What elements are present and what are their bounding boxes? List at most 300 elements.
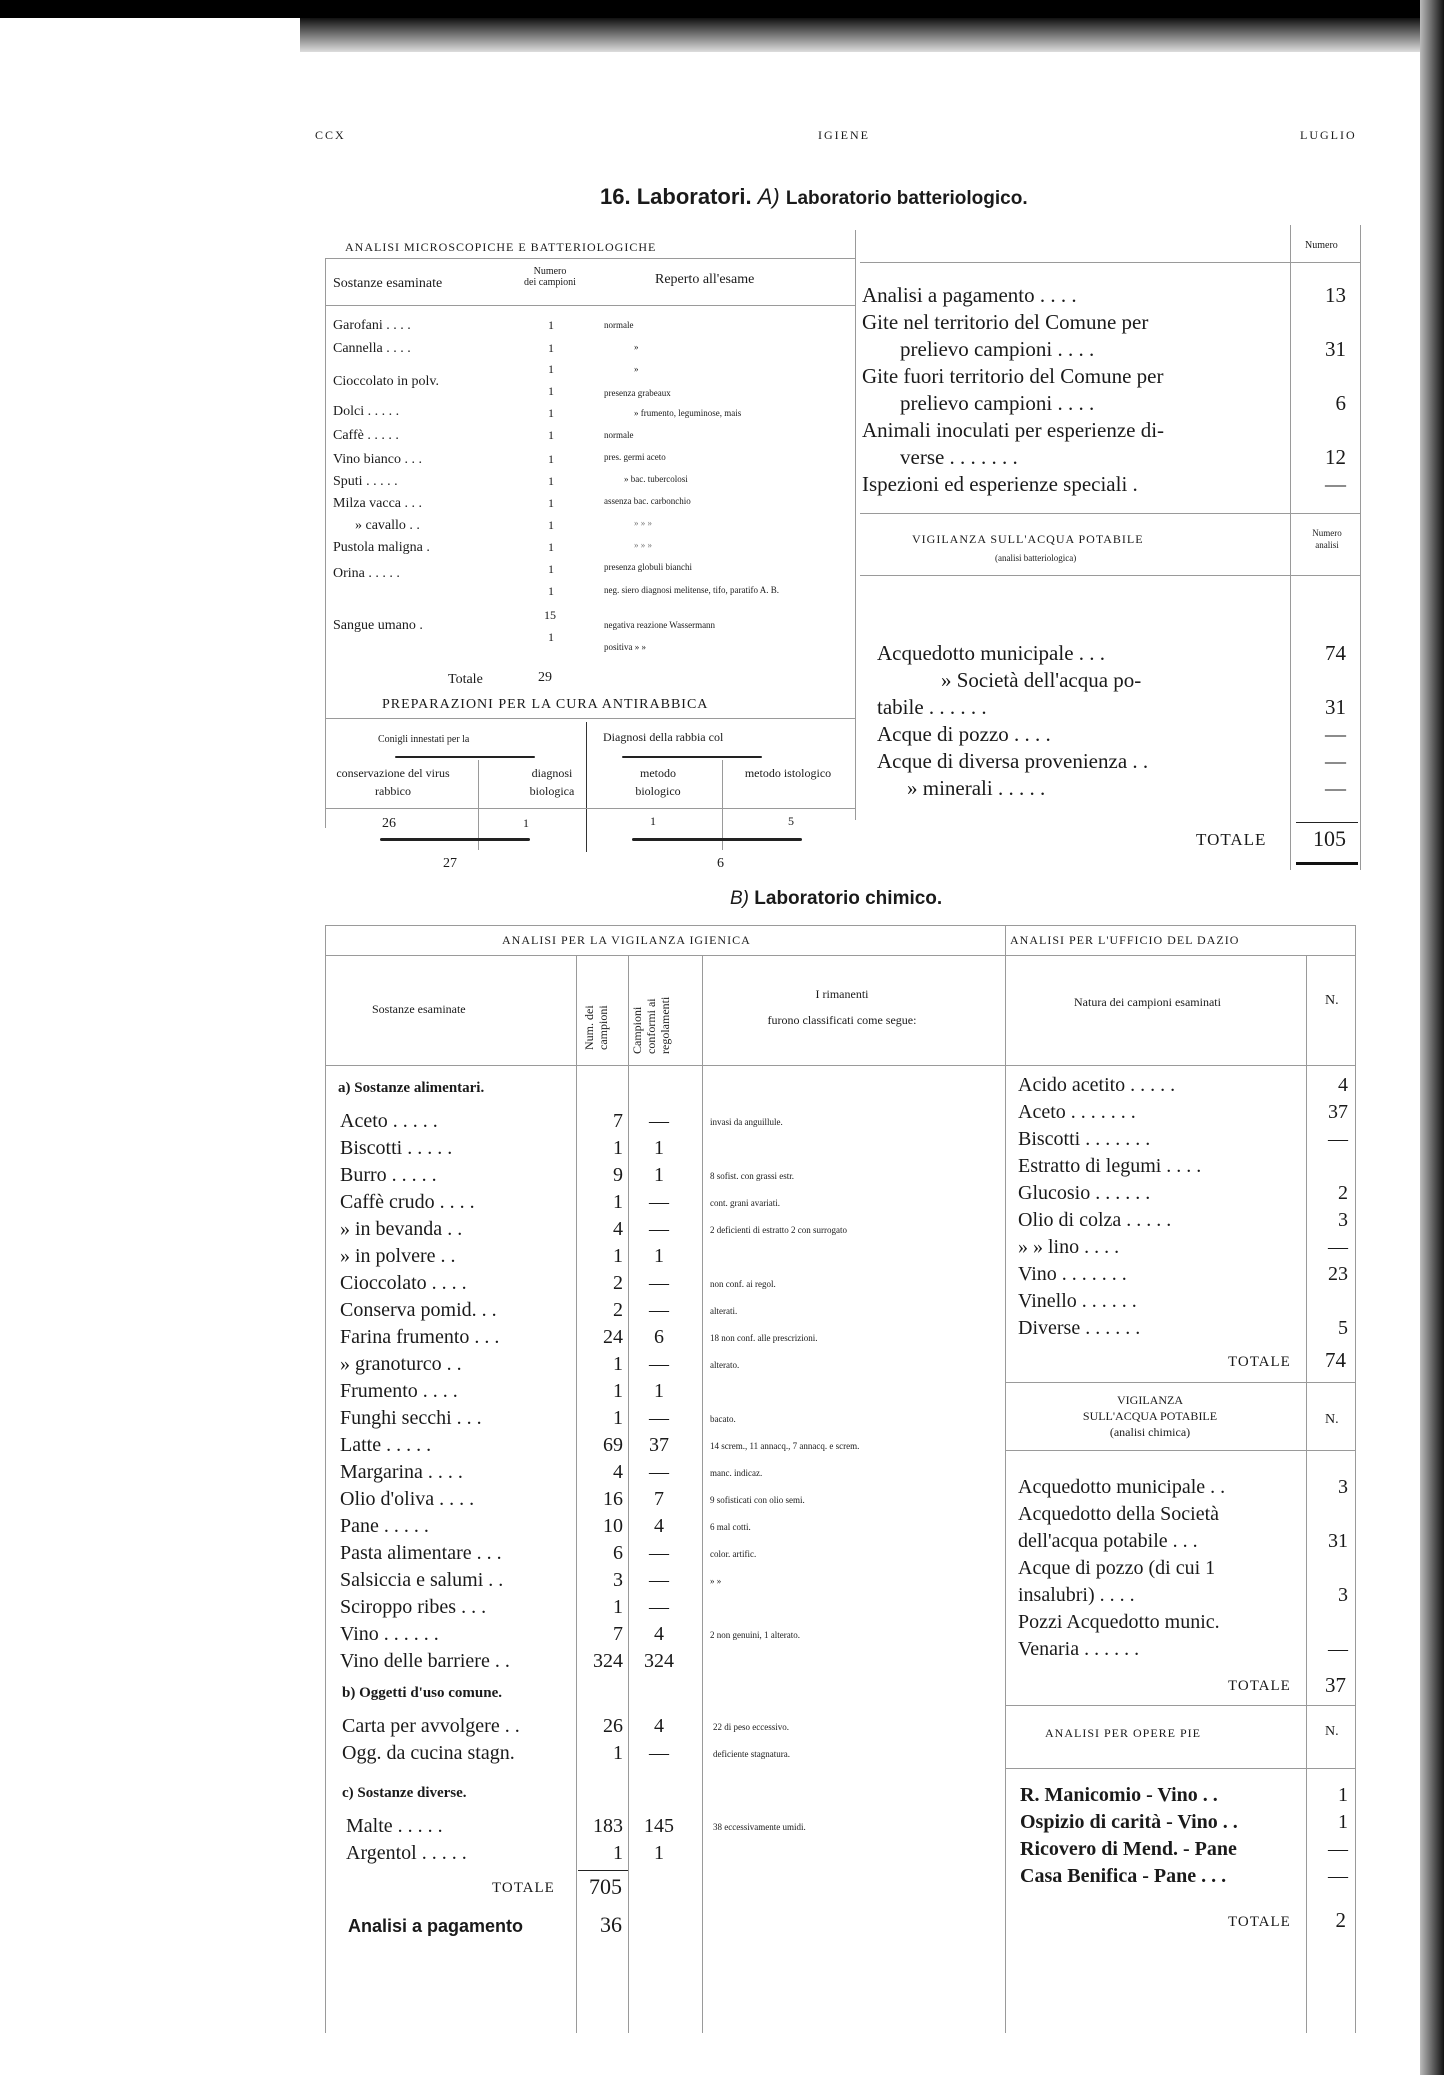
chem-row-name: Margarina . . . . (340, 1461, 463, 1483)
micro-heading-rule (325, 258, 855, 259)
chem-paid-value: 36 (600, 1912, 622, 1937)
chem-row-note: bacato. (710, 1414, 736, 1424)
vig-chem-row-label: Acquedotto municipale . . (1018, 1476, 1226, 1498)
vig-bact-value: — (1325, 722, 1346, 746)
chem-row-note: 2 non genuini, 1 alterato. (710, 1630, 800, 1640)
chem-row-count: 1 (613, 1137, 623, 1159)
dazio-row-value: — (1328, 1236, 1348, 1258)
chem-total-value: 705 (589, 1874, 622, 1899)
chem-row-conforming: 6 (654, 1326, 664, 1348)
opere-pie-row-value: — (1328, 1838, 1348, 1860)
dazio-row-label: Glucosio . . . . . . (1018, 1182, 1151, 1204)
dazio-row-label: Biscotti . . . . . . . (1018, 1128, 1151, 1150)
micro-row-report: assenza bac. carbonchio (604, 496, 691, 506)
chem-heading: ANALISI PER LA VIGILANZA IGIENICA (502, 933, 751, 947)
micro-vline-left (325, 258, 326, 828)
chem-row-note: 22 di peso eccessivo. (713, 1722, 789, 1732)
dazio-row-value: — (1328, 1128, 1348, 1150)
micro-col-substances: Sostanze esaminate (333, 276, 443, 291)
rabies-right-col2: metodo istologico (744, 766, 832, 780)
chem-total-rule (578, 1870, 628, 1871)
chem-row-count: 7 (613, 1623, 623, 1645)
chem-heading-rule (325, 955, 1005, 956)
scan-right-edge (1420, 0, 1444, 2075)
chem-row-count: 7 (613, 1110, 623, 1132)
rabies-sum-brace-left (380, 838, 530, 841)
chem-section-text: Laboratorio chimico. (754, 888, 943, 909)
chem-row-name: Frumento . . . . (340, 1380, 458, 1402)
micro-col-report: Reperto all'esame (655, 272, 755, 287)
right-top-label: Gite fuori territorio del Comune per (862, 364, 1164, 388)
micro-row-report: » » » (634, 540, 652, 550)
vig-bact-label: Acquedotto municipale . . . (877, 641, 1106, 665)
vig-bact-total-label: TOTALE (1196, 830, 1267, 849)
vig-bact-header-rule (860, 575, 1360, 576)
dazio-row-label: Vinello . . . . . . (1018, 1290, 1137, 1312)
vig-chem-row-label: insalubri) . . . . (1018, 1584, 1135, 1606)
rabies-left-col2: diagnosi biologica (529, 766, 575, 798)
chem-section-a: a) Sostanze alimentari. (338, 1080, 485, 1096)
vig-chem-heading (1010, 1392, 1290, 1440)
opere-pie-heading: ANALISI PER OPERE PIE (1045, 1726, 1202, 1740)
micro-row-report: normale (604, 430, 634, 440)
micro-row-report: » bac. tubercolosi (624, 474, 688, 484)
vig-chem-header-rule (1005, 1450, 1355, 1451)
opere-pie-total-label: TOTALE (1228, 1914, 1291, 1930)
right-top-value: 31 (1325, 337, 1346, 361)
running-header-title: IGIENE (818, 128, 870, 142)
chem-col-sep-3 (702, 955, 703, 2033)
opere-pie-col-n: N. (1325, 1724, 1339, 1739)
dazio-row-label: Diverse . . . . . . (1018, 1317, 1141, 1339)
opere-pie-total-value: 2 (1335, 1908, 1346, 1932)
micro-col-number (510, 266, 590, 288)
chem-row-name: Salsiccia e salumi . . (340, 1569, 504, 1591)
opere-pie-row-value: 1 (1338, 1811, 1348, 1833)
vig-bact-total-rule (1296, 822, 1358, 823)
rabies-heading-rule (325, 718, 855, 719)
micro-row-name: Vino bianco . . . (333, 452, 422, 467)
chem-row-note: » » (710, 1576, 722, 1586)
subsection-letter: A) (757, 184, 780, 209)
chem-row-conforming: — (649, 1272, 669, 1294)
vig-bact-col-header-1: Numero (1312, 528, 1342, 538)
opere-pie-row-value: 1 (1338, 1784, 1348, 1806)
right-top-label: Gite nel territorio del Comune per (862, 310, 1149, 334)
micro-row-count: 1 (548, 318, 554, 332)
chem-row-name: » in polvere . . (340, 1245, 456, 1267)
chem-row-name: Pasta alimentare . . . (340, 1542, 502, 1564)
micro-row-count: 1 (548, 384, 554, 398)
micro-row-name: Orina . . . . . (333, 566, 400, 581)
rabies-brace-right (622, 756, 762, 758)
dazio-col-nature: Natura dei campioni esaminati (1074, 995, 1221, 1009)
chem-frame-right (1355, 925, 1356, 2033)
rabies-col-sep-1 (478, 760, 479, 850)
right-top-edge (1360, 225, 1361, 870)
right-top-num-col (1290, 225, 1291, 870)
subsection-title: Laboratorio batteriologico. (785, 188, 1028, 209)
dazio-row-value: 5 (1338, 1317, 1348, 1339)
section-number: 16. (600, 184, 631, 209)
micro-row-name: Cioccolato in polv. (333, 374, 440, 389)
vig-bact-value: — (1325, 776, 1346, 800)
chem-row-conforming: 1 (654, 1842, 664, 1864)
rabies-brace-left (395, 756, 535, 758)
chem-row-count: 1 (613, 1842, 623, 1864)
chem-col-conf: Campioni conformi ai regolamenti (630, 996, 672, 1054)
chem-row-note: alterati. (710, 1306, 738, 1316)
vig-chem-row-value: — (1328, 1638, 1348, 1660)
dazio-col-n: N. (1325, 993, 1339, 1008)
vig-chem-end-rule (1005, 1705, 1355, 1706)
micro-total-value: 29 (538, 670, 552, 685)
right-top-label: Ispezioni ed esperienze speciali . (862, 472, 1138, 496)
micro-row-report: positiva » » (604, 642, 646, 652)
vig-chem-row-label: Acque di pozzo (di cui 1 (1018, 1557, 1216, 1579)
chem-row-count: 6 (613, 1542, 623, 1564)
micro-row-count: 1 (548, 452, 554, 466)
rabies-heading: PREPARAZIONI PER LA CURA ANTIRABBICA (382, 697, 709, 712)
chem-section-title (730, 888, 942, 910)
right-top-value: — (1325, 472, 1346, 496)
chem-row-name: Aceto . . . . . (340, 1110, 438, 1132)
opere-pie-row-label: Ospizio di carità - Vino . . (1020, 1811, 1238, 1833)
micro-row-report: presenza globuli bianchi (604, 562, 692, 572)
right-top-label: verse . . . . . . . (900, 445, 1018, 469)
chem-row-name: Funghi secchi . . . (340, 1407, 482, 1429)
page-number-roman: CCX (315, 128, 346, 142)
vig-chem-heading-2: SULL'ACQUA POTABILE (1082, 1409, 1218, 1423)
vig-bact-total-value: 105 (1313, 826, 1346, 851)
micro-header-rule (325, 305, 855, 306)
rabies-col-sep-2 (722, 760, 723, 850)
chem-row-conforming: 145 (644, 1815, 674, 1837)
micro-row-report: negativa reazione Wassermann (604, 620, 716, 630)
dazio-row-label: Olio di colza . . . . . (1018, 1209, 1172, 1231)
rabies-sum-left: 27 (443, 856, 457, 871)
dazio-row-label: Vino . . . . . . . (1018, 1263, 1127, 1285)
chem-row-conforming: — (649, 1407, 669, 1429)
chem-row-count: 1 (613, 1742, 623, 1764)
chem-row-conforming: — (649, 1353, 669, 1375)
right-top-label: Analisi a pagamento . . . . (862, 283, 1077, 307)
right-top-value: 13 (1325, 283, 1346, 307)
chem-row-count: 1 (613, 1380, 623, 1402)
chem-row-name: Cioccolato . . . . (340, 1272, 467, 1294)
vig-chem-row-value: 3 (1338, 1476, 1348, 1498)
dazio-row-label: » » lino . . . . (1018, 1236, 1120, 1258)
chem-row-count: 1 (613, 1353, 623, 1375)
chem-row-count: 2 (613, 1299, 623, 1321)
micro-row-name: Sangue umano . (333, 618, 423, 633)
chem-row-count: 183 (593, 1815, 623, 1837)
chem-section-letter: B) (730, 888, 749, 909)
chem-row-note: 9 sofisticati con olio semi. (710, 1495, 805, 1505)
chem-row-conforming: — (649, 1218, 669, 1240)
chem-row-count: 1 (613, 1245, 623, 1267)
vig-chem-row-label: dell'acqua potabile . . . (1018, 1530, 1198, 1552)
chem-col-rest-2: furono classificati come segue: (767, 1013, 917, 1027)
dazio-row-value: 37 (1328, 1101, 1348, 1123)
vig-chem-total-value: 37 (1325, 1673, 1346, 1697)
chem-row-note: 6 mal cotti. (710, 1522, 751, 1532)
right-top-label: Animali inoculati per esperienze di- (862, 418, 1165, 442)
micro-row-count: 15 (544, 608, 556, 622)
chem-row-conforming: — (649, 1542, 669, 1564)
chem-frame-mid (1005, 925, 1006, 2033)
chem-row-count: 324 (593, 1650, 623, 1672)
opere-pie-row-label: R. Manicomio - Vino . . (1020, 1784, 1218, 1806)
chem-row-note: deficiente stagnatura. (713, 1749, 790, 1759)
opere-pie-row-label: Casa Benifica - Pane . . . (1020, 1865, 1227, 1887)
chem-row-name: Sciroppo ribes . . . (340, 1596, 487, 1618)
micro-row-name: Dolci . . . . . (333, 404, 400, 419)
micro-row-name: Sputi . . . . . (333, 474, 398, 489)
vig-bact-value: — (1325, 749, 1346, 773)
chem-row-note: 8 sofist. con grassi estr. (710, 1171, 794, 1181)
dazio-row-label: Acido acetito . . . . . (1018, 1074, 1176, 1096)
micro-row-count: 1 (548, 474, 554, 488)
section-word: Laboratori. (636, 184, 752, 209)
chem-row-count: 4 (613, 1218, 623, 1240)
chem-row-note: non conf. ai regol. (710, 1279, 776, 1289)
rabies-left-header: Conigli innestati per la (378, 734, 470, 745)
rabies-right-header: Diagnosi della rabbia col (603, 730, 724, 744)
chem-row-name: Burro . . . . . (340, 1164, 437, 1186)
chem-row-count: 26 (603, 1715, 623, 1737)
chem-row-conforming: 324 (644, 1650, 674, 1672)
micro-row-name: Milza vacca . . . (333, 496, 423, 511)
chem-row-name: Olio d'oliva . . . . (340, 1488, 475, 1510)
rabies-value-2: 1 (523, 816, 529, 830)
micro-row-report: » » » (634, 518, 652, 528)
micro-row-count: 1 (548, 518, 554, 532)
micro-vline-right (855, 230, 856, 820)
micro-row-name: Caffè . . . . . (333, 428, 399, 443)
chem-col-substances: Sostanze esaminate (372, 1002, 466, 1016)
vig-chem-row-value: 31 (1328, 1530, 1348, 1552)
rabies-values-rule (325, 808, 855, 809)
chem-col-num: Num. dei campioni (582, 1005, 610, 1050)
micro-row-report: normale (604, 320, 634, 330)
right-top-label: prelievo campioni . . . . (900, 391, 1095, 415)
vig-chem-row-label: Acquedotto della Società (1018, 1503, 1220, 1525)
chem-row-name: Latte . . . . . (340, 1434, 432, 1456)
chem-frame-top (325, 925, 1355, 926)
dazio-end-rule (1005, 1382, 1355, 1383)
vig-bact-col-header-2: analisi (1315, 540, 1339, 550)
chem-header-rule (325, 1065, 1355, 1066)
chem-row-name: Vino . . . . . . (340, 1623, 439, 1645)
chem-row-note: 38 eccessivamente umidi. (713, 1822, 806, 1832)
chem-frame-left (325, 925, 326, 2033)
chem-row-name: Vino delle barriere . . (340, 1650, 510, 1672)
dazio-row-value: 3 (1338, 1209, 1348, 1231)
dazio-total-value: 74 (1325, 1348, 1346, 1372)
chem-row-count: 69 (603, 1434, 623, 1456)
vig-bact-label: » minerali . . . . . (907, 776, 1046, 800)
vig-bact-label: Acque di pozzo . . . . (877, 722, 1051, 746)
chem-row-conforming: 4 (654, 1715, 664, 1737)
chem-row-conforming: — (649, 1461, 669, 1483)
micro-row-count: 1 (548, 584, 554, 598)
micro-row-count: 1 (548, 496, 554, 510)
chem-row-name: Biscotti . . . . . (340, 1137, 453, 1159)
chem-row-note: invasi da anguillule. (710, 1117, 783, 1127)
right-top-value: 12 (1325, 445, 1346, 469)
vig-bact-value: 74 (1325, 641, 1346, 665)
micro-heading: ANALISI MICROSCOPICHE E BATTERIOLOGICHE (345, 240, 657, 254)
chem-row-count: 1 (613, 1596, 623, 1618)
chem-row-count: 24 (603, 1326, 623, 1348)
chem-row-count: 3 (613, 1569, 623, 1591)
chem-row-count: 1 (613, 1191, 623, 1213)
chem-total-label: TOTALE (492, 1880, 555, 1896)
chem-row-name: » granoturco . . (340, 1353, 462, 1375)
chem-row-note: cont. grani avariati. (710, 1198, 780, 1208)
dazio-total-label: TOTALE (1228, 1354, 1291, 1370)
micro-row-name: Cannella . . . . (333, 341, 411, 356)
chem-row-conforming: 4 (654, 1623, 664, 1645)
vig-chem-col-n: N. (1325, 1412, 1339, 1427)
scan-top-edge (0, 0, 1444, 18)
chem-row-conforming: 1 (654, 1380, 664, 1402)
chem-row-note: 14 screm., 11 annacq., 7 annacq. e screm. (710, 1441, 860, 1451)
opere-pie-row-value: — (1328, 1865, 1348, 1887)
dazio-heading-rule (1005, 955, 1355, 956)
chem-row-note: 18 non conf. alle prescrizioni. (710, 1333, 818, 1343)
chem-row-conforming: 4 (654, 1515, 664, 1537)
vig-chem-row-value: 3 (1338, 1584, 1348, 1606)
chem-section-b: b) Oggetti d'uso comune. (342, 1685, 503, 1701)
chem-paid-label: Analisi a pagamento (348, 1916, 524, 1936)
rabies-value-4: 5 (788, 814, 794, 828)
opere-pie-row-label: Ricovero di Mend. - Pane (1020, 1838, 1237, 1860)
right-top-col-header: Numero (1305, 240, 1338, 251)
chem-row-note: manc. indicaz. (710, 1468, 763, 1478)
micro-row-name: Garofani . . . . (333, 318, 411, 333)
chem-row-name: » in bevanda . . (340, 1218, 463, 1240)
chem-row-name: Farina frumento . . . (340, 1326, 500, 1348)
chem-section-c: c) Sostanze diverse. (342, 1785, 467, 1801)
dazio-heading: ANALISI PER L'UFFICIO DEL DAZIO (1010, 933, 1240, 947)
vig-bact-total-underline (1296, 862, 1358, 865)
right-top-rule (860, 262, 1360, 263)
chem-row-note: alterato. (710, 1360, 740, 1370)
chem-row-conforming: 7 (654, 1488, 664, 1510)
chem-row-name: Carta per avvolgere . . (342, 1715, 520, 1737)
chem-row-conforming: — (649, 1191, 669, 1213)
dazio-row-value: 4 (1338, 1074, 1348, 1096)
vig-chem-heading-3: (analisi chimica) (1109, 1425, 1191, 1439)
chem-row-conforming: 1 (654, 1245, 664, 1267)
chem-row-conforming: 1 (654, 1137, 664, 1159)
micro-row-count: 1 (548, 562, 554, 576)
vig-bact-label: » Società dell'acqua po- (941, 668, 1142, 692)
micro-row-report: » (634, 342, 639, 352)
chem-row-note: 2 deficienti di estratto 2 con surrogato (710, 1225, 847, 1235)
vig-bact-sub: (analisi batteriologica) (995, 553, 1077, 563)
micro-total-label: Totale (448, 672, 483, 687)
micro-row-report: » frumento, leguminose, mais (634, 408, 742, 418)
micro-row-count: 1 (548, 428, 554, 442)
chem-row-count: 2 (613, 1272, 623, 1294)
rabies-sum-right: 6 (717, 856, 724, 871)
dazio-row-value: 2 (1338, 1182, 1348, 1204)
vig-chem-total-label: TOTALE (1228, 1678, 1291, 1694)
micro-row-count: 1 (548, 406, 554, 420)
micro-row-count: 1 (548, 362, 554, 376)
chem-row-count: 4 (613, 1461, 623, 1483)
chem-row-conforming: — (649, 1596, 669, 1618)
chem-row-conforming: 37 (649, 1434, 669, 1456)
chem-row-note: color. artific. (710, 1549, 757, 1559)
chem-row-name: Malte . . . . . (346, 1815, 443, 1837)
scan-top-shadow (300, 18, 1444, 52)
micro-row-count: 1 (548, 341, 554, 355)
chem-row-count: 9 (613, 1164, 623, 1186)
chem-row-conforming: — (649, 1110, 669, 1132)
chem-row-conforming: 1 (654, 1164, 664, 1186)
micro-row-name: » cavallo . . (355, 518, 420, 533)
vig-bact-top-rule (860, 513, 1360, 514)
chem-col-rest-1: I rimanenti (815, 987, 869, 1001)
rabies-left-col1: conservazione del virus rabbico (336, 766, 450, 798)
rabies-right-col1: metodo biologico (635, 766, 681, 798)
chem-col-sep-2 (628, 955, 629, 2033)
section-title (600, 184, 1028, 210)
chem-row-conforming: — (649, 1569, 669, 1591)
micro-row-report: » (634, 364, 639, 374)
chem-row-name: Conserva pomid. . . (340, 1299, 497, 1321)
chem-row-name: Ogg. da cucina stagn. (342, 1742, 515, 1764)
vig-bact-value: 31 (1325, 695, 1346, 719)
micro-row-count: 1 (548, 540, 554, 554)
rabies-sum-brace-right (632, 838, 802, 841)
vig-bact-col-header (1295, 527, 1359, 551)
vig-chem-heading-1: VIGILANZA (1117, 1393, 1183, 1407)
micro-row-report: pres. germi aceto (604, 452, 666, 462)
micro-row-count: 1 (548, 630, 554, 644)
chem-row-name: Argentol . . . . . (346, 1842, 467, 1864)
chem-row-conforming: — (649, 1299, 669, 1321)
micro-row-report: presenza grabeaux (604, 388, 671, 398)
running-header-month: LUGLIO (1300, 128, 1357, 142)
chem-row-count: 16 (603, 1488, 623, 1510)
rabies-value-3: 1 (650, 814, 656, 828)
micro-col-number-line1: Numero (533, 266, 567, 277)
opere-pie-header-rule (1005, 1768, 1355, 1769)
right-top-label: prelievo campioni . . . . (900, 337, 1095, 361)
dazio-row-value: 23 (1328, 1263, 1348, 1285)
chem-row-count: 1 (613, 1407, 623, 1429)
chem-row-name: Pane . . . . . (340, 1515, 429, 1537)
micro-row-name: Pustola maligna . (333, 540, 430, 555)
dazio-row-label: Estratto di legumi . . . . (1018, 1155, 1202, 1177)
right-top-value: 6 (1335, 391, 1346, 415)
micro-col-number-line2: dei campioni (524, 277, 576, 288)
chem-row-conforming: — (649, 1742, 669, 1764)
vig-chem-row-label: Pozzi Acquedotto munic. (1018, 1611, 1220, 1633)
vig-bact-heading: VIGILANZA SULL'ACQUA POTABILE (912, 532, 1144, 546)
micro-row-report: neg. siero diagnosi melitense, tifo, paratifo A. B. (604, 585, 779, 595)
vig-bact-label: Acque di diversa provenienza . . (877, 749, 1149, 773)
vig-chem-row-label: Venaria . . . . . . (1018, 1638, 1140, 1660)
rabies-value-1: 26 (382, 816, 396, 831)
vig-bact-label: tabile . . . . . . (877, 695, 987, 719)
dazio-row-label: Aceto . . . . . . . (1018, 1101, 1136, 1123)
